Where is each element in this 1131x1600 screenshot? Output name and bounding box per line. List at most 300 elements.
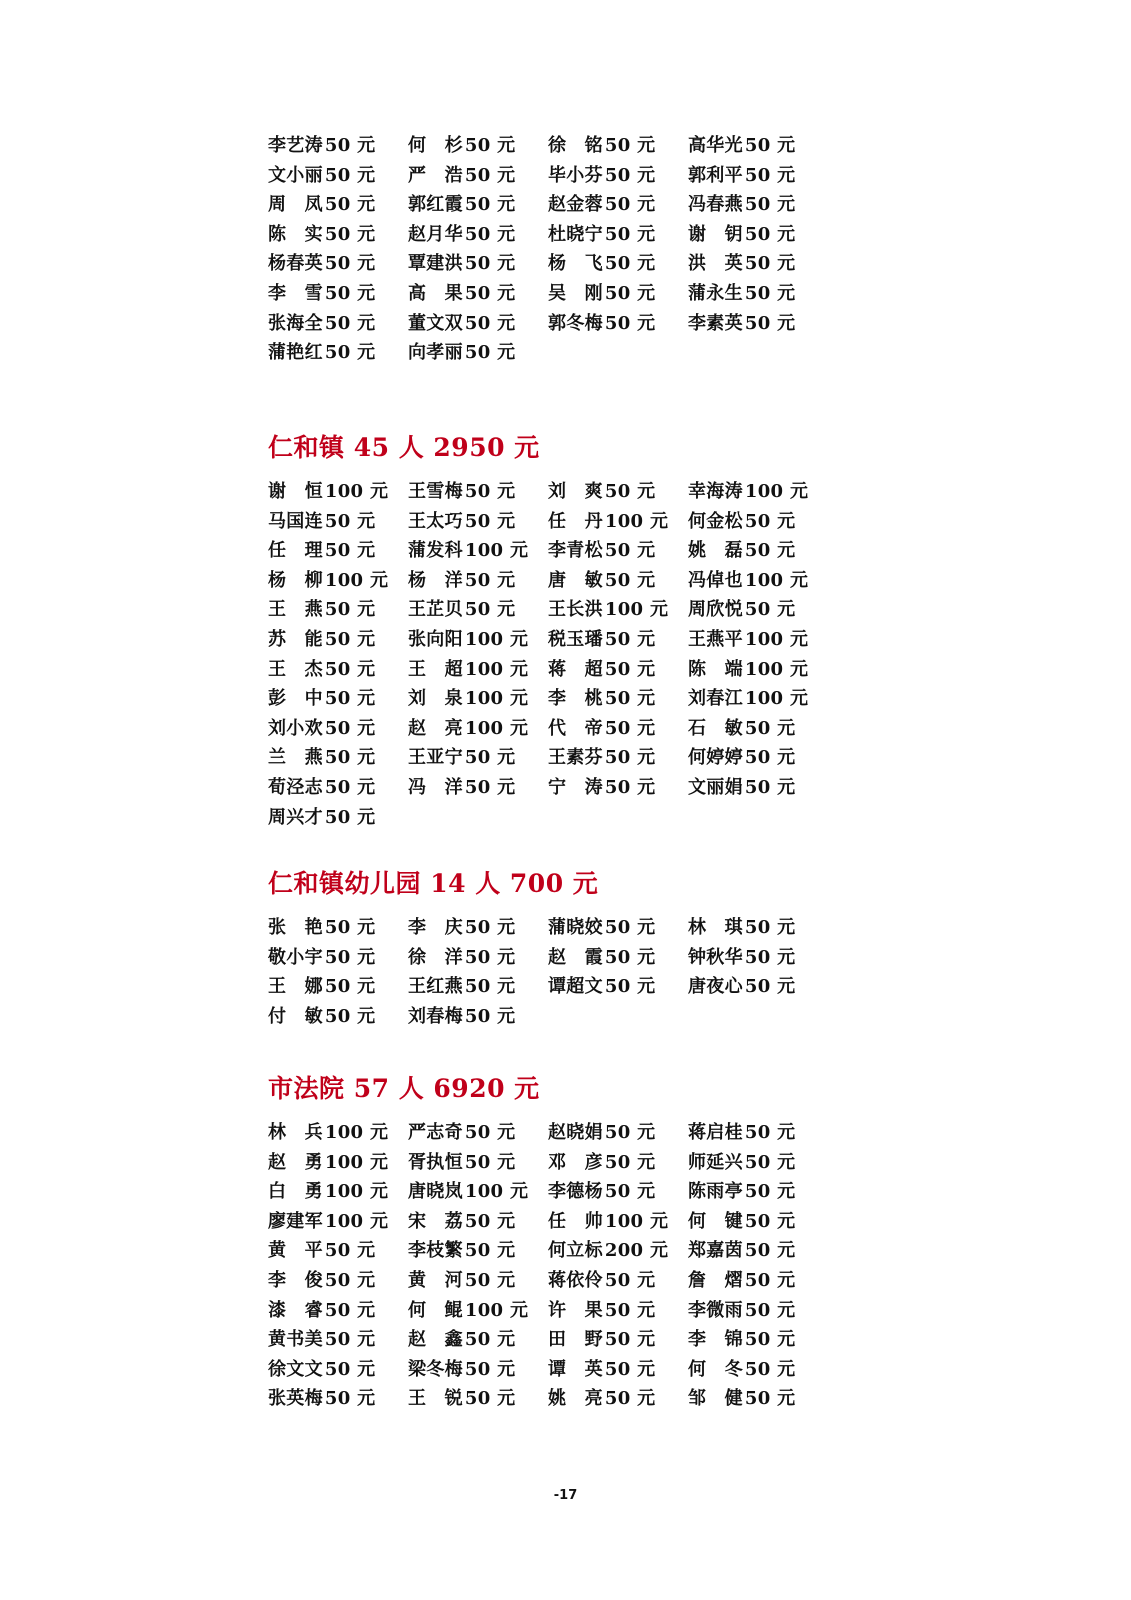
donation-amount: 50 元 (744, 510, 796, 532)
donor-entry (548, 309, 688, 339)
donor-name: 王 杰 (268, 658, 323, 680)
donor-entry (548, 714, 688, 744)
donor-name: 刘小欢 (268, 717, 323, 739)
donor-name: 何 杉 (408, 135, 463, 156)
donor-entry (268, 595, 408, 625)
donor-name: 詹 熠 (688, 1269, 743, 1291)
donor-entry (548, 655, 688, 685)
donation-amount: 50 元 (744, 1269, 796, 1291)
donor-name: 蒲晓姣 (548, 917, 603, 938)
donation-amount: 50 元 (744, 776, 796, 798)
donation-amount: 50 元 (464, 342, 516, 364)
donor-section-city-court (268, 1074, 848, 1414)
donation-amount: 50 元 (464, 599, 516, 621)
donor-name: 刘春梅 (408, 1005, 463, 1027)
donation-amount: 50 元 (464, 312, 516, 334)
donor-name: 蒲永生 (688, 282, 743, 304)
donation-amount: 50 元 (324, 342, 376, 364)
donation-amount: 50 元 (324, 135, 376, 156)
donor-entry (268, 190, 408, 220)
donor-name: 蒲艳红 (268, 342, 323, 364)
donor-entry (548, 1207, 688, 1237)
donor-name: 王芷贝 (408, 599, 463, 621)
donation-amount: 100 元 (464, 540, 529, 562)
donor-section-renhe-town (268, 433, 848, 832)
donor-name: 王 娜 (268, 976, 323, 998)
donation-amount: 50 元 (744, 1122, 796, 1143)
donation-amount: 50 元 (464, 481, 516, 502)
donation-amount: 50 元 (464, 135, 516, 156)
donor-entry (408, 1355, 548, 1385)
donor-entry (408, 595, 548, 625)
donor-entry (408, 913, 548, 943)
donor-entry (688, 1236, 828, 1266)
donor-entry (268, 309, 408, 339)
donor-name: 林 琪 (688, 917, 743, 938)
donor-entry (408, 655, 548, 685)
donor-name: 陈 端 (688, 658, 743, 680)
donation-amount: 100 元 (464, 658, 529, 680)
donor-entry (688, 1118, 828, 1148)
donation-amount: 50 元 (324, 688, 376, 710)
donor-entry (548, 1355, 688, 1385)
donor-name: 周欣悦 (688, 599, 743, 621)
donor-name: 宁 涛 (548, 776, 603, 798)
donation-amount: 50 元 (744, 599, 796, 621)
donor-entry (548, 1148, 688, 1178)
donor-entry (268, 249, 408, 279)
donor-name: 邓 彦 (548, 1151, 603, 1173)
donor-entry (688, 477, 828, 507)
donation-amount: 50 元 (324, 1240, 376, 1262)
donor-entry (268, 913, 408, 943)
donor-entry (548, 1325, 688, 1355)
donor-entry (548, 477, 688, 507)
donor-name: 李德杨 (548, 1181, 603, 1203)
donor-name: 王长洪 (548, 599, 603, 621)
donation-amount: 50 元 (324, 1358, 376, 1380)
donor-name: 廖建军 (268, 1210, 323, 1232)
donor-name: 姚 磊 (688, 540, 743, 562)
donation-amount: 100 元 (464, 717, 529, 739)
donor-name: 郭冬梅 (548, 312, 603, 334)
donation-amount: 50 元 (604, 717, 656, 739)
donor-name: 王 锐 (408, 1388, 463, 1410)
donation-amount: 50 元 (604, 776, 656, 798)
donor-name: 张海全 (268, 312, 323, 334)
donor-name: 何 键 (688, 1210, 743, 1232)
donation-amount: 50 元 (604, 628, 656, 650)
donor-name: 蒋启桂 (688, 1122, 743, 1143)
donation-amount: 50 元 (744, 976, 796, 998)
donor-name: 石 敏 (688, 717, 743, 739)
donor-entry (548, 743, 688, 773)
donor-name: 郑嘉茵 (688, 1240, 743, 1262)
donor-entry (408, 131, 548, 161)
donor-name: 谢 钥 (688, 223, 743, 245)
donor-name: 梁冬梅 (408, 1358, 463, 1380)
donation-amount: 50 元 (604, 135, 656, 156)
donor-name: 王素芬 (548, 747, 603, 769)
donor-entry (548, 220, 688, 250)
donor-entry (688, 714, 828, 744)
donor-entry (548, 625, 688, 655)
donation-amount: 50 元 (744, 1388, 796, 1410)
donor-entry (688, 655, 828, 685)
donation-amount: 50 元 (324, 776, 376, 798)
donor-name: 谭 英 (548, 1358, 603, 1380)
donor-name: 任 丹 (548, 510, 603, 532)
donor-entry (688, 566, 828, 596)
donor-entry (268, 1325, 408, 1355)
donor-name: 王 超 (408, 658, 463, 680)
donation-amount: 50 元 (464, 164, 516, 186)
donor-name: 董文双 (408, 312, 463, 334)
donor-name: 高 果 (408, 282, 463, 304)
donor-entry (548, 1118, 688, 1148)
donor-entry (408, 536, 548, 566)
donor-name: 赵 亮 (408, 717, 463, 739)
donor-name: 唐晓岚 (408, 1181, 463, 1203)
donation-amount: 50 元 (744, 194, 796, 216)
donation-amount: 50 元 (464, 282, 516, 304)
donor-grid (268, 477, 848, 832)
donation-amount: 50 元 (464, 1005, 516, 1027)
donor-name: 黄 河 (408, 1269, 463, 1291)
donation-amount: 100 元 (324, 1122, 389, 1143)
donor-entry (688, 131, 828, 161)
donor-name: 杨 柳 (268, 569, 323, 591)
donor-name: 王亚宁 (408, 747, 463, 769)
donor-name: 洪 英 (688, 253, 743, 275)
donation-amount: 50 元 (464, 569, 516, 591)
donor-entry (408, 279, 548, 309)
donor-name: 任 帅 (548, 1210, 603, 1232)
donor-name: 漆 睿 (268, 1299, 323, 1321)
donor-name: 刘 爽 (548, 481, 603, 502)
donation-amount: 100 元 (744, 688, 809, 710)
donor-name: 文丽娟 (688, 776, 743, 798)
donor-entry (268, 743, 408, 773)
donor-entry (688, 1325, 828, 1355)
donation-amount: 100 元 (744, 481, 809, 502)
donor-grid (268, 913, 848, 1031)
donor-name: 黄 平 (268, 1240, 323, 1262)
donation-amount: 50 元 (604, 1122, 656, 1143)
donor-entry (408, 249, 548, 279)
donor-entry (268, 279, 408, 309)
donor-name: 徐 铭 (548, 135, 603, 156)
donor-name: 徐文文 (268, 1358, 323, 1380)
donation-amount: 50 元 (324, 1388, 376, 1410)
donation-amount: 50 元 (324, 1329, 376, 1351)
donation-amount: 100 元 (324, 1181, 389, 1203)
donor-entry (408, 1207, 548, 1237)
donation-amount: 50 元 (464, 1122, 516, 1143)
donation-amount: 200 元 (604, 1240, 669, 1262)
donor-name: 刘 泉 (408, 688, 463, 710)
donor-name: 赵金蓉 (548, 194, 603, 216)
donor-entry (548, 773, 688, 803)
donor-name: 李 庆 (408, 917, 463, 938)
donor-entry (408, 338, 548, 368)
donor-entry (268, 972, 408, 1002)
donation-amount: 50 元 (744, 1299, 796, 1321)
donor-entry (688, 249, 828, 279)
donor-entry (408, 943, 548, 973)
donation-amount: 50 元 (604, 1151, 656, 1173)
donor-name: 胥执恒 (408, 1151, 463, 1173)
donor-name: 吴 刚 (548, 282, 603, 304)
donation-amount: 50 元 (604, 282, 656, 304)
donor-entry (408, 1177, 548, 1207)
donor-name: 刘春江 (688, 688, 743, 710)
donor-name: 谢 恒 (268, 481, 323, 502)
donor-entry (548, 972, 688, 1002)
donation-amount: 50 元 (744, 917, 796, 938)
donor-name: 冯倬也 (688, 569, 743, 591)
donor-section-continued (268, 131, 848, 368)
donor-name: 何立标 (548, 1240, 603, 1262)
donor-entry (408, 309, 548, 339)
donor-entry (548, 249, 688, 279)
donor-entry (408, 972, 548, 1002)
donor-name: 李素英 (688, 312, 743, 334)
donation-amount: 50 元 (324, 976, 376, 998)
donor-entry (688, 1355, 828, 1385)
donation-amount: 50 元 (464, 747, 516, 769)
donor-entry (408, 625, 548, 655)
donor-name: 严志奇 (408, 1122, 463, 1143)
donation-amount: 50 元 (604, 1358, 656, 1380)
donation-amount: 50 元 (324, 946, 376, 968)
donor-entry (408, 1325, 548, 1355)
donor-entry (548, 1296, 688, 1326)
donation-amount: 50 元 (464, 946, 516, 968)
donor-entry (548, 566, 688, 596)
donor-name: 师延兴 (688, 1151, 743, 1173)
donation-amount: 50 元 (744, 1240, 796, 1262)
donor-name: 赵 勇 (268, 1151, 323, 1173)
section-title: 市法院 57 人 6920 元 (268, 1074, 540, 1103)
donation-amount: 50 元 (744, 540, 796, 562)
donor-entry (548, 595, 688, 625)
section-title: 仁和镇幼儿园 14 人 700 元 (268, 869, 599, 898)
donation-amount: 50 元 (604, 1388, 656, 1410)
donor-name: 冯春燕 (688, 194, 743, 216)
donor-name: 白 勇 (268, 1181, 323, 1203)
donation-amount: 50 元 (464, 917, 516, 938)
donor-entry (268, 1148, 408, 1178)
donation-amount: 100 元 (324, 1210, 389, 1232)
donation-amount: 50 元 (324, 540, 376, 562)
donor-entry (408, 714, 548, 744)
donation-amount: 50 元 (464, 253, 516, 275)
donation-amount: 50 元 (604, 312, 656, 334)
donor-entry (688, 536, 828, 566)
donor-grid (268, 1118, 848, 1414)
donor-name: 蒋 超 (548, 658, 603, 680)
donor-name: 邹 健 (688, 1388, 743, 1410)
donor-name: 李枝繁 (408, 1240, 463, 1262)
donation-amount: 50 元 (744, 282, 796, 304)
donor-name: 兰 燕 (268, 747, 323, 769)
donation-amount: 50 元 (744, 1358, 796, 1380)
donor-entry (408, 1148, 548, 1178)
donor-name: 向孝丽 (408, 342, 463, 364)
donation-amount: 50 元 (324, 806, 376, 828)
donation-amount: 50 元 (324, 717, 376, 739)
donor-name: 张向阳 (408, 628, 463, 650)
donor-name: 彭 中 (268, 688, 323, 710)
donor-name: 严 浩 (408, 164, 463, 186)
donor-entry (548, 161, 688, 191)
donor-name: 何婷婷 (688, 747, 743, 769)
donor-name: 杨春英 (268, 253, 323, 275)
donor-entry (548, 1266, 688, 1296)
donor-entry (408, 220, 548, 250)
donor-entry (408, 566, 548, 596)
donation-amount: 50 元 (744, 135, 796, 156)
donor-name: 郭红霞 (408, 194, 463, 216)
donor-name: 任 理 (268, 540, 323, 562)
donor-entry (268, 625, 408, 655)
donor-name: 杨 飞 (548, 253, 603, 275)
donor-entry (548, 943, 688, 973)
donor-entry (268, 507, 408, 537)
donor-entry (688, 1207, 828, 1237)
donation-amount: 50 元 (464, 776, 516, 798)
donor-entry (688, 1266, 828, 1296)
donation-amount: 50 元 (744, 312, 796, 334)
donor-entry (268, 1177, 408, 1207)
donor-entry (408, 743, 548, 773)
donor-entry (268, 1384, 408, 1414)
donor-entry (268, 655, 408, 685)
donor-name: 付 敏 (268, 1005, 323, 1027)
donor-entry (688, 625, 828, 655)
donor-entry (268, 1355, 408, 1385)
donor-name: 杨 洋 (408, 569, 463, 591)
section-title: 仁和镇 45 人 2950 元 (268, 433, 540, 462)
donor-entry (548, 536, 688, 566)
donor-entry (548, 913, 688, 943)
donor-name: 唐夜心 (688, 976, 743, 998)
donation-amount: 50 元 (604, 917, 656, 938)
donor-entry (268, 773, 408, 803)
donor-entry (688, 684, 828, 714)
donor-name: 代 帝 (548, 717, 603, 739)
donor-name: 覃建洪 (408, 253, 463, 275)
donation-amount: 50 元 (604, 1269, 656, 1291)
donation-amount: 50 元 (324, 599, 376, 621)
donation-amount: 50 元 (324, 223, 376, 245)
donation-amount: 50 元 (464, 194, 516, 216)
donor-entry (268, 566, 408, 596)
donor-entry (268, 1266, 408, 1296)
donation-amount: 50 元 (604, 688, 656, 710)
donation-amount: 50 元 (604, 946, 656, 968)
donor-entry (268, 1118, 408, 1148)
donor-entry (268, 1207, 408, 1237)
donation-amount: 100 元 (604, 510, 669, 532)
donation-amount: 50 元 (604, 540, 656, 562)
donation-amount: 50 元 (464, 1240, 516, 1262)
donor-entry (268, 684, 408, 714)
donor-entry (688, 913, 828, 943)
donation-amount: 50 元 (324, 1299, 376, 1321)
donor-name: 林 兵 (268, 1122, 323, 1143)
donation-amount: 50 元 (324, 747, 376, 769)
donor-name: 冯 洋 (408, 776, 463, 798)
donation-amount: 50 元 (604, 223, 656, 245)
donor-name: 王 燕 (268, 599, 323, 621)
donor-grid (268, 131, 848, 368)
donation-amount: 50 元 (744, 1151, 796, 1173)
donation-amount: 100 元 (324, 1151, 389, 1173)
donation-amount: 50 元 (604, 1299, 656, 1321)
donor-name: 何 鲲 (408, 1299, 463, 1321)
donor-name: 李 俊 (268, 1269, 323, 1291)
donation-amount: 50 元 (604, 194, 656, 216)
donation-amount: 50 元 (744, 1210, 796, 1232)
donor-entry (268, 131, 408, 161)
donor-name: 幸海涛 (688, 481, 743, 502)
donation-amount: 100 元 (464, 628, 529, 650)
donor-name: 苏 能 (268, 628, 323, 650)
donor-name: 蒲发科 (408, 540, 463, 562)
donation-amount: 50 元 (464, 976, 516, 998)
donor-name: 荀泾志 (268, 776, 323, 798)
donor-entry (548, 190, 688, 220)
donation-amount: 50 元 (744, 1329, 796, 1351)
donor-name: 王燕平 (688, 628, 743, 650)
donation-amount: 50 元 (604, 481, 656, 502)
donation-amount: 50 元 (604, 569, 656, 591)
donation-amount: 50 元 (324, 194, 376, 216)
donor-entry (268, 714, 408, 744)
donation-amount: 50 元 (744, 223, 796, 245)
donation-amount: 50 元 (324, 917, 376, 938)
donor-entry (688, 161, 828, 191)
donor-name: 文小丽 (268, 164, 323, 186)
donor-name: 李青松 (548, 540, 603, 562)
donation-amount: 100 元 (464, 688, 529, 710)
donation-amount: 50 元 (604, 976, 656, 998)
donation-amount: 50 元 (324, 510, 376, 532)
donor-entry (268, 338, 408, 368)
donor-name: 宋 荔 (408, 1210, 463, 1232)
donor-name: 王太巧 (408, 510, 463, 532)
donation-amount: 100 元 (464, 1181, 529, 1203)
donor-section-renhe-kindergarten (268, 869, 848, 1031)
donor-entry (688, 972, 828, 1002)
donation-amount: 50 元 (744, 164, 796, 186)
donor-name: 徐 洋 (408, 946, 463, 968)
donor-entry (548, 1384, 688, 1414)
donation-amount: 100 元 (744, 658, 809, 680)
donation-amount: 50 元 (324, 312, 376, 334)
donation-amount: 100 元 (604, 1210, 669, 1232)
donor-entry (268, 161, 408, 191)
donor-name: 姚 亮 (548, 1388, 603, 1410)
donor-entry (688, 507, 828, 537)
donation-amount: 50 元 (604, 658, 656, 680)
donation-amount: 50 元 (464, 1151, 516, 1173)
donor-entry (548, 1236, 688, 1266)
donation-amount: 50 元 (464, 1358, 516, 1380)
donor-name: 蒋依伶 (548, 1269, 603, 1291)
